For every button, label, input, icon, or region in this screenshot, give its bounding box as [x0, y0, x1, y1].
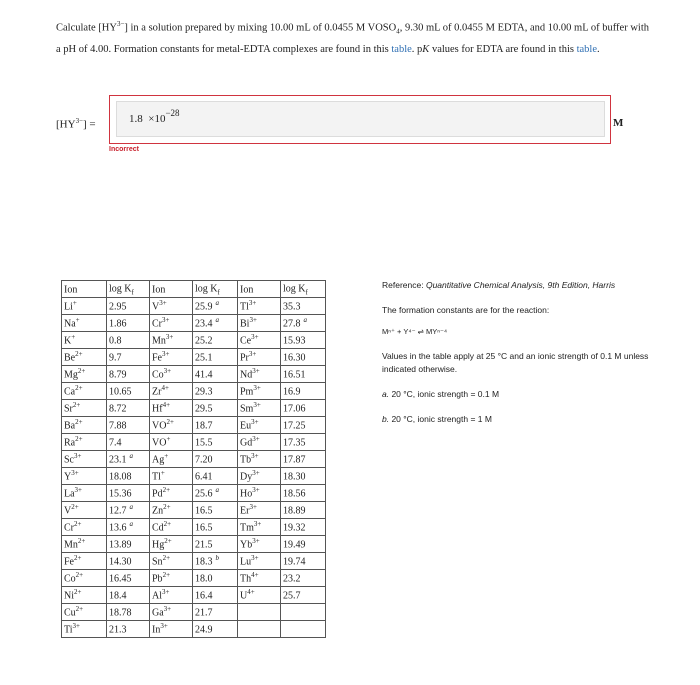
logk-cell: 1.86	[107, 315, 150, 332]
ion-cell: $La^{3+}$	[62, 485, 107, 502]
logk-cell: 6.41	[193, 468, 238, 485]
logk-cell: 17.06	[281, 400, 326, 417]
logk-cell: 23.4 $^a$	[193, 315, 238, 332]
ion-cell: $Ca^{2+}$	[62, 383, 107, 400]
feedback-incorrect: Incorrect	[109, 146, 139, 153]
logk-cell: 13.6 $^a$	[107, 519, 150, 536]
logk-cell: 29.5	[193, 400, 238, 417]
logk-cell: 25.6 $^a$	[193, 485, 238, 502]
logk-cell: 8.72	[107, 400, 150, 417]
ion-cell: $In^{3+}$	[150, 621, 193, 638]
logk-cell: 18.7	[193, 417, 238, 434]
logk-cell: 15.5	[193, 434, 238, 451]
ion-cell: $Co^{2+}$	[62, 570, 107, 587]
note-b: b. 20 °C, ionic strength = 1 M	[382, 414, 492, 424]
logk-cell: 18.56	[281, 485, 326, 502]
ion-cell: $Lu^{3+}$	[238, 553, 281, 570]
table-row	[62, 621, 326, 638]
logk-cell: 12.7 $^a$	[107, 502, 150, 519]
logk-cell: 18.78	[107, 604, 150, 621]
table-row	[62, 485, 326, 502]
reference-source: Reference: Quantitative Chemical Analysis, 9th Edition, Harris	[382, 280, 616, 290]
ion-cell: $Cr^{3+}$	[150, 315, 193, 332]
logk-cell: $\log K_f$	[193, 281, 238, 298]
table-row	[62, 417, 326, 434]
ion-cell: $Ra^{2+}$	[62, 434, 107, 451]
pk-values-table-link[interactable]: table	[576, 43, 598, 55]
logk-cell: 16.4	[193, 587, 238, 604]
ion-cell: Tl+	[150, 468, 193, 485]
logk-cell: 25.2	[193, 332, 238, 349]
table-row	[62, 502, 326, 519]
logk-cell: 25.1	[193, 349, 238, 366]
table-row	[62, 587, 326, 604]
ion-cell: $Cd^{2+}$	[150, 519, 193, 536]
logk-cell: 10.65	[107, 383, 150, 400]
ion-cell: $Zn^{2+}$	[150, 502, 193, 519]
ion-cell: $Tl^{3+}$	[238, 298, 281, 315]
logk-cell: 18.89	[281, 502, 326, 519]
ion-cell: $Sm^{3+}$	[238, 400, 281, 417]
ion-cell: $Sn^{2+}$	[150, 553, 193, 570]
logk-cell: 9.7	[107, 349, 150, 366]
logk-cell: $\log K_f$	[107, 281, 150, 298]
conditions-text: Values in the table apply at 25 °C and an ionic strength of 0.1 M unless indicated otherwise.	[382, 351, 649, 374]
ion-cell: $Mn^{2+}$	[62, 536, 107, 553]
table-header-row	[62, 281, 326, 298]
table-row	[62, 332, 326, 349]
table-row	[62, 536, 326, 553]
logk-cell	[281, 604, 326, 621]
logk-cell: 16.9	[281, 383, 326, 400]
logk-cell: 17.25	[281, 417, 326, 434]
logk-cell: 18.0	[193, 570, 238, 587]
logk-cell: 23.2	[281, 570, 326, 587]
logk-cell: 18.3 $^b$	[193, 553, 238, 570]
logk-cell: 13.89	[107, 536, 150, 553]
answer-mantissa: 1.8	[129, 113, 143, 125]
logk-cell: 29.3	[193, 383, 238, 400]
logk-cell: 18.30	[281, 468, 326, 485]
table-row	[62, 400, 326, 417]
logk-cell: 17.87	[281, 451, 326, 468]
ion-cell: Ion	[62, 281, 107, 298]
logk-cell: 19.49	[281, 536, 326, 553]
logk-cell: 14.30	[107, 553, 150, 570]
logk-cell	[281, 621, 326, 638]
reference-notes	[382, 279, 682, 426]
logk-cell: 25.9 $^a$	[193, 298, 238, 315]
ion-cell: $Fe^{2+}$	[62, 553, 107, 570]
ion-cell: $Ce^{3+}$	[238, 332, 281, 349]
table-row	[62, 298, 326, 315]
reaction-equation: Mⁿ⁺ + Y⁴⁻ ⇌ MYⁿ⁻⁴	[382, 327, 448, 336]
logk-cell: 19.74	[281, 553, 326, 570]
ion-cell: Li+	[62, 298, 107, 315]
table-row	[62, 553, 326, 570]
logk-cell: 15.36	[107, 485, 150, 502]
ion-cell: $Ni^{2+}$	[62, 587, 107, 604]
logk-cell: 16.30	[281, 349, 326, 366]
ion-cell: $VO^{2+}$	[150, 417, 193, 434]
logk-cell: 15.93	[281, 332, 326, 349]
ion-cell: Ion	[238, 281, 281, 298]
table-row	[62, 604, 326, 621]
logk-cell: 0.8	[107, 332, 150, 349]
ion-cell: $Ti^{3+}$	[62, 621, 107, 638]
answer-exponent: −28	[165, 108, 180, 118]
ion-cell: $Tm^{3+}$	[238, 519, 281, 536]
ion-cell: $Th^{4+}$	[238, 570, 281, 587]
ion-cell: $Yb^{3+}$	[238, 536, 281, 553]
ion-cell: Na+	[62, 315, 107, 332]
formation-constants-table	[61, 280, 326, 638]
problem-statement: Calculate $[HY^{3-}]$ in a solution prepared by mixing 10.00 mL of 0.0455 M $VOSO_4$, 9.30 mL of 0.0455 M EDTA, and 10.00 mL of buffer with a pH of 4.00. Formation constants for metal-EDTA complexes are found in this table. pK values for EDTA are found in this table.	[56, 20, 649, 55]
answer-unit: M	[613, 117, 624, 129]
ion-cell: $Bi^{3+}$	[238, 315, 281, 332]
logk-cell: 2.95	[107, 298, 150, 315]
logk-cell: 7.20	[193, 451, 238, 468]
ion-cell: VO+	[150, 434, 193, 451]
ion-cell	[238, 604, 281, 621]
ion-cell: $Cu^{2+}$	[62, 604, 107, 621]
logk-cell: 19.32	[281, 519, 326, 536]
logk-cell: 16.5	[193, 519, 238, 536]
ion-cell: $Eu^{3+}$	[238, 417, 281, 434]
answer-label: $[HY^{3-}]$ =	[56, 117, 96, 131]
logk-cell: 21.3	[107, 621, 150, 638]
ion-cell: $Hg^{2+}$	[150, 536, 193, 553]
ion-cell: $Al^{3+}$	[150, 587, 193, 604]
ion-cell: $Y^{3+}$	[62, 468, 107, 485]
ion-cell: $Dy^{3+}$	[238, 468, 281, 485]
logk-cell: 17.35	[281, 434, 326, 451]
ion-cell: $Zr^{4+}$	[150, 383, 193, 400]
ion-cell: $Pb^{2+}$	[150, 570, 193, 587]
table-row	[62, 434, 326, 451]
note-a: a. 20 °C, ionic strength = 0.1 M	[382, 389, 500, 399]
formation-constants-table-link[interactable]: table	[391, 43, 412, 55]
ion-cell: $Ga^{3+}$	[150, 604, 193, 621]
ion-cell: $Hf^{4+}$	[150, 400, 193, 417]
ion-cell: $Pm^{3+}$	[238, 383, 281, 400]
ion-cell: $Mn^{3+}$	[150, 332, 193, 349]
ion-cell: $V^{3+}$	[150, 298, 193, 315]
logk-cell: 21.5	[193, 536, 238, 553]
logk-cell: 21.7	[193, 604, 238, 621]
ion-cell: $Gd^{3+}$	[238, 434, 281, 451]
answer-input[interactable]	[116, 101, 605, 137]
ion-cell: $Sr^{2+}$	[62, 400, 107, 417]
logk-cell: $\log K_f$	[281, 281, 326, 298]
ion-cell: $Be^{2+}$	[62, 349, 107, 366]
logk-cell: 41.4	[193, 366, 238, 383]
table-row	[62, 468, 326, 485]
ion-cell: $Tb^{3+}$	[238, 451, 281, 468]
ion-cell: $Pr^{3+}$	[238, 349, 281, 366]
ion-cell: Ion	[150, 281, 193, 298]
logk-cell: 18.4	[107, 587, 150, 604]
logk-cell: 25.7	[281, 587, 326, 604]
ion-cell: Ag+	[150, 451, 193, 468]
formation-text: The formation constants are for the reaction:	[382, 305, 550, 315]
table-row	[62, 315, 326, 332]
table-row	[62, 383, 326, 400]
table-row	[62, 349, 326, 366]
logk-cell: 18.08	[107, 468, 150, 485]
ion-cell: $U^{4+}$	[238, 587, 281, 604]
logk-cell: 16.51	[281, 366, 326, 383]
table-row	[62, 366, 326, 383]
ion-cell: $Pd^{2+}$	[150, 485, 193, 502]
ion-cell: $Co^{3+}$	[150, 366, 193, 383]
logk-cell: 24.9	[193, 621, 238, 638]
logk-cell: 16.45	[107, 570, 150, 587]
table-row	[62, 570, 326, 587]
ion-cell	[238, 621, 281, 638]
table-row	[62, 519, 326, 536]
logk-cell: 27.8 $^a$	[281, 315, 326, 332]
ion-cell: $Ba^{2+}$	[62, 417, 107, 434]
ion-cell: $Ho^{3+}$	[238, 485, 281, 502]
ion-cell: $Sc^{3+}$	[62, 451, 107, 468]
logk-cell: 7.4	[107, 434, 150, 451]
answer-times: ×10	[148, 113, 166, 125]
logk-cell: 8.79	[107, 366, 150, 383]
ion-cell: $V^{2+}$	[62, 502, 107, 519]
table-row	[62, 451, 326, 468]
ion-cell: $Cr^{2+}$	[62, 519, 107, 536]
ion-cell: K+	[62, 332, 107, 349]
logk-cell: 35.3	[281, 298, 326, 315]
logk-cell: 23.1 $^a$	[107, 451, 150, 468]
logk-cell: 16.5	[193, 502, 238, 519]
ion-cell: $Mg^{2+}$	[62, 366, 107, 383]
ion-cell: $Fe^{3+}$	[150, 349, 193, 366]
ion-cell: $Er^{3+}$	[238, 502, 281, 519]
ion-cell: $Nd^{3+}$	[238, 366, 281, 383]
logk-cell: 7.88	[107, 417, 150, 434]
